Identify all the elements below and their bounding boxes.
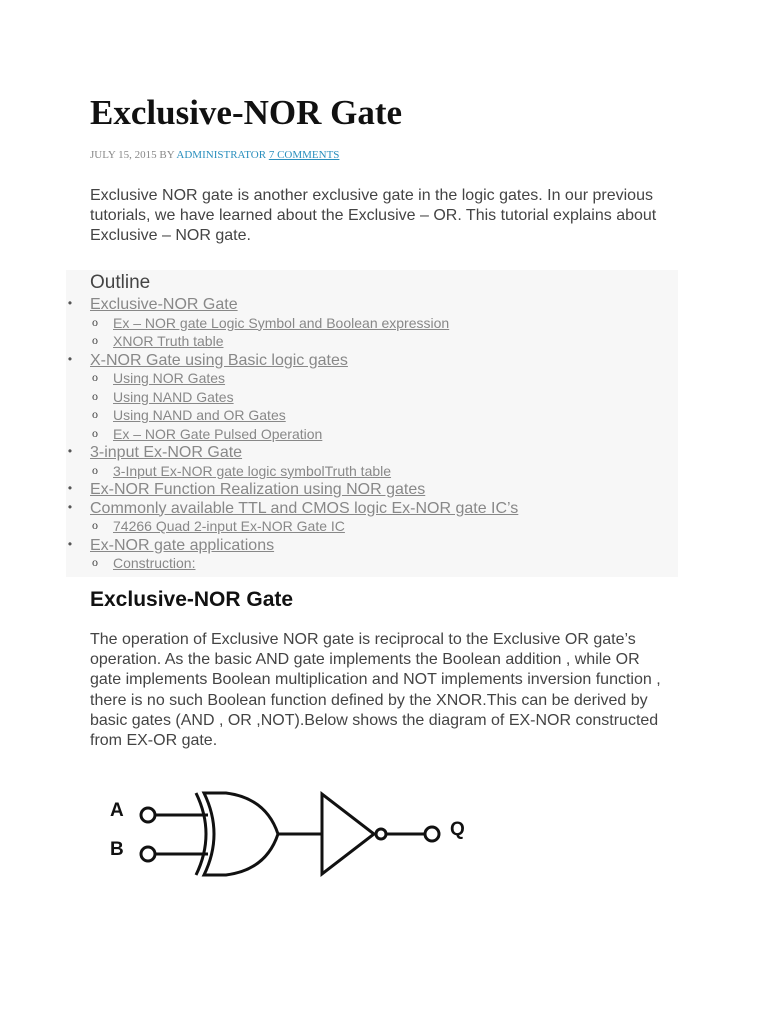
inversion-bubble	[376, 829, 386, 839]
toc-link[interactable]: X-NOR Gate using Basic logic gates	[90, 351, 348, 369]
toc-title: Outline	[90, 272, 151, 293]
toc-link[interactable]: Ex-NOR gate applications	[90, 536, 275, 554]
xnor-diagram	[100, 785, 480, 885]
output-terminal	[425, 827, 439, 841]
comments-link[interactable]: 7 COMMENTS	[268, 149, 340, 161]
post-date: JULY 15, 2015	[90, 149, 157, 161]
bullet-icon: •	[67, 351, 73, 366]
toc-sublink[interactable]: Ex – NOR Gate Pulsed Operation	[113, 425, 323, 442]
output-label: Q	[450, 819, 465, 840]
bullet-icon: •	[67, 296, 73, 310]
bullet-icon: •	[67, 481, 73, 495]
circle-bullet-icon: o	[92, 314, 98, 329]
toc-sublink[interactable]: XNOR Truth table	[113, 333, 224, 349]
toc-sublink[interactable]: 74266 Quad 2-input Ex-NOR Gate IC	[113, 518, 345, 534]
bullet-icon: •	[67, 444, 73, 458]
toc-sublink[interactable]: 3-Input Ex-NOR gate logic symbolTruth table	[113, 462, 392, 479]
post-meta	[90, 149, 339, 161]
section-paragraph: The operation of Exclusive NOR gate is reciprocal to the Exclusive OR gate’s operation. As the basic AND gate implements the Boolean addition , while OR gate implements Boolean multiplication and NOT implements inversion function , there is no such Boolean function defined by the XNOR.This can be derived by basic gates (AND , OR ,NOT).Below shows the diagram of EX-NOR constructed from EX-OR gate.	[90, 631, 661, 750]
circle-bullet-icon: o	[92, 388, 98, 403]
input-b-terminal	[141, 847, 155, 861]
input-a-label: A	[110, 800, 124, 821]
toc-link[interactable]: 3-input Ex-NOR Gate	[90, 444, 243, 461]
input-a-terminal	[141, 808, 155, 822]
xor-gate-body	[204, 793, 278, 875]
circle-bullet-icon: o	[92, 333, 98, 347]
toc-sublink[interactable]: Ex – NOR gate Logic Symbol and Boolean expression	[113, 314, 450, 331]
circle-bullet-icon: o	[92, 555, 98, 569]
circle-bullet-icon: o	[92, 425, 98, 440]
toc-link[interactable]: Ex-NOR Function Realization using NOR gates	[90, 481, 426, 498]
toc-link[interactable]: Exclusive-NOR Gate	[90, 296, 238, 313]
author-link[interactable]: ADMINISTRATOR	[176, 149, 267, 161]
toc-sublink[interactable]: Using NAND Gates	[113, 388, 234, 405]
circle-bullet-icon: o	[92, 518, 98, 532]
table-of-contents	[66, 270, 678, 577]
page-title: Exclusive-NOR Gate	[90, 93, 403, 132]
xor-extra-curve	[196, 793, 206, 875]
toc-sublink[interactable]: Using NOR Gates	[113, 370, 226, 386]
circle-bullet-icon: o	[92, 407, 98, 421]
toc-link[interactable]: Commonly available TTL and CMOS logic Ex-NOR gate IC’s	[90, 499, 519, 517]
intro-paragraph: Exclusive NOR gate is another exclusive gate in the logic gates. In our previous tutorials, we have learned about the Exclusive – OR. This tutorial explains about Exclusive – NOR gate.	[90, 187, 657, 244]
post-by-label: BY	[159, 149, 175, 161]
bullet-icon: •	[67, 499, 73, 514]
bullet-icon: •	[67, 536, 73, 551]
circle-bullet-icon: o	[92, 370, 98, 384]
input-b-label: B	[110, 839, 124, 860]
not-gate-body	[322, 794, 374, 874]
circle-bullet-icon: o	[92, 462, 98, 477]
section-heading: Exclusive-NOR Gate	[90, 588, 294, 611]
toc-sublink[interactable]: Using NAND and OR Gates	[113, 407, 286, 423]
toc-sublink[interactable]: Construction:	[113, 555, 196, 571]
